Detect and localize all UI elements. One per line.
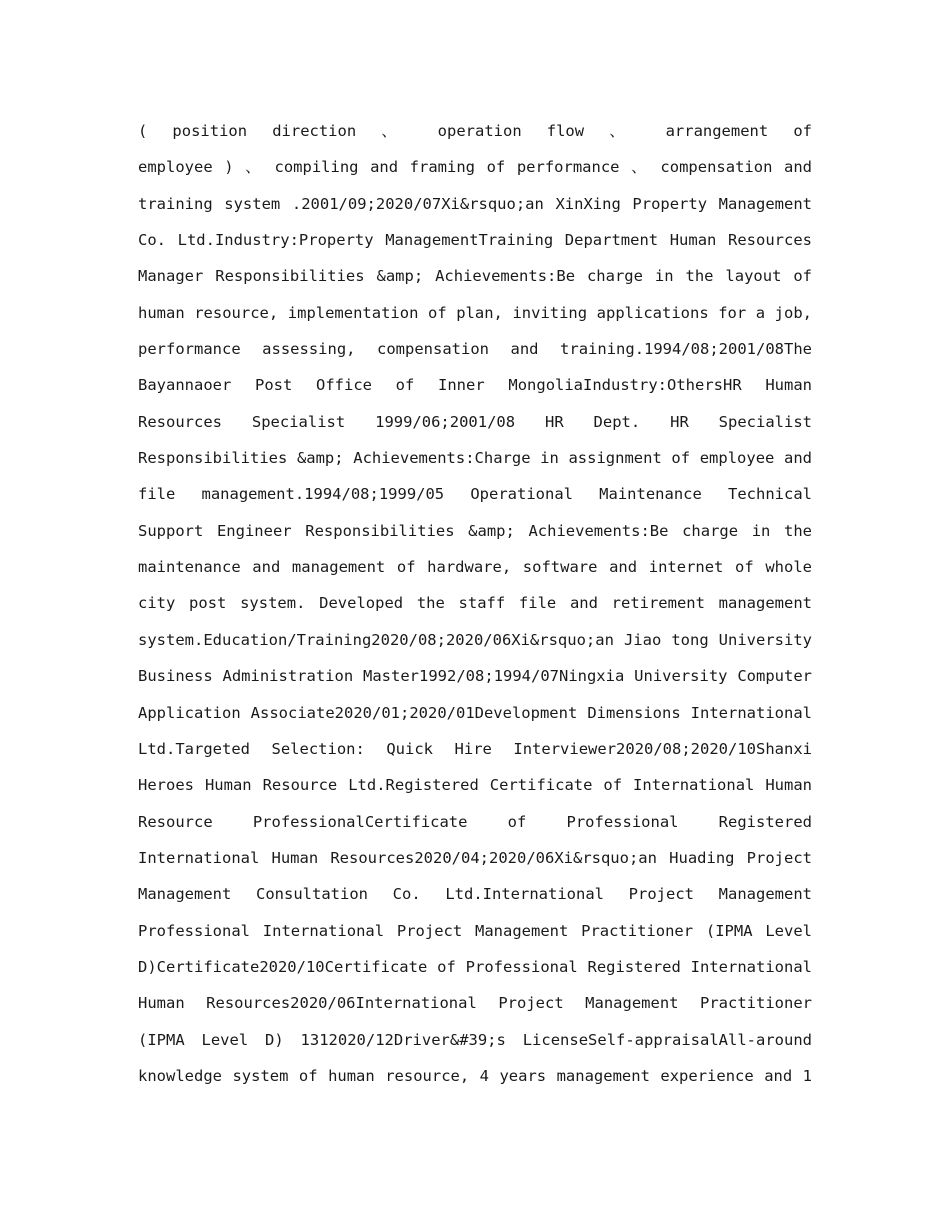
text-line-1: ( position direction 、 operation flow 、 arrangement of (138, 122, 812, 140)
text-line-14: city post system. Developed the staff file and retirement management (138, 594, 812, 613)
text-line-13: maintenance and management of hardware, software and internet of whole (138, 558, 812, 577)
text-line-18: Ltd.Targeted Selection: Quick Hire Interviewer2020/08;2020/10Shanxi (138, 739, 812, 758)
text-line-5: Manager Responsibilities &amp; Achievements:Be charge in the layout of (138, 267, 812, 286)
text-line-15: system.Education/Training2020/08;2020/06Xi&rsquo;an Jiao tong University (138, 630, 812, 649)
text-line-26: (IPMA Level D) 1312020/12Driver&#39;s LicenseSelf-appraisalAll-around (138, 1030, 812, 1049)
text-line-27: knowledge system of human resource, 4 years management experience and 1 (138, 1066, 812, 1085)
text-line-21: International Human Resources2020/04;2020/06Xi&rsquo;an Huading Project (138, 848, 812, 867)
text-line-10: Responsibilities &amp; Achievements:Charge in assignment of employee and (138, 449, 812, 468)
text-line-2: employee ) 、 compiling and framing of performance 、 compensation and (138, 158, 812, 177)
text-line-25: Human Resources2020/06International Project Management Practitioner (138, 994, 812, 1013)
text-line-8: Bayannaoer Post Office of Inner MongoliaIndustry:OthersHR Human (138, 376, 812, 395)
text-line-11: file management.1994/08;1999/05 Operational Maintenance Technical (138, 485, 812, 504)
text-line-9: Resources Specialist 1999/06;2001/08 HR Dept. HR Specialist (138, 412, 812, 431)
text-line-3: training system .2001/09;2020/07Xi&rsquo;an XinXing Property Management (138, 194, 812, 213)
text-line-7: performance assessing, compensation and training.1994/08;2001/08The (138, 340, 812, 359)
text-line-6: human resource, implementation of plan, inviting applications for a job, (138, 303, 812, 322)
text-line-24: D)Certificate2020/10Certificate of Professional Registered International (138, 957, 812, 976)
text-line-20: Resource ProfessionalCertificate of Professional Registered (138, 812, 812, 831)
text-line-19: Heroes Human Resource Ltd.Registered Certificate of International Human (138, 776, 812, 795)
text-line-12: Support Engineer Responsibilities &amp; Achievements:Be charge in the (138, 521, 812, 540)
text-line-22: Management Consultation Co. Ltd.International Project Management (138, 885, 812, 904)
text-line-23: Professional International Project Management Practitioner (IPMA Level (138, 921, 812, 940)
text-line-4: Co. Ltd.Industry:Property ManagementTraining Department Human Resources (138, 231, 812, 250)
text-line-16: Business Administration Master1992/08;1994/07Ningxia University Computer (138, 667, 812, 686)
text-line-17: Application Associate2020/01;2020/01Development Dimensions International (138, 703, 812, 722)
resume-text-block (138, 113, 812, 1094)
